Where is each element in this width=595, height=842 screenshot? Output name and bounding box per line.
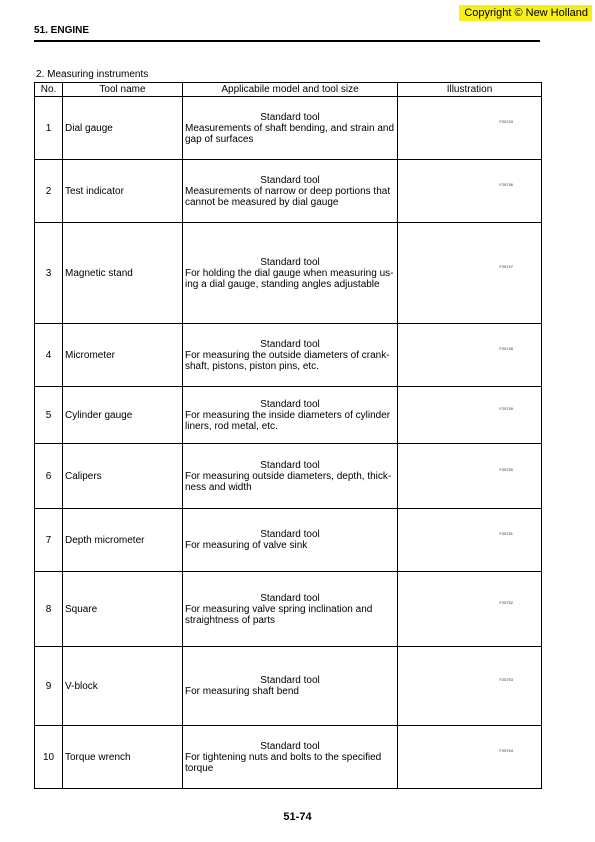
tool-name: Micrometer bbox=[63, 324, 183, 387]
header-tool-name: Tool name bbox=[63, 83, 183, 97]
illustration-cell bbox=[398, 160, 542, 223]
tool-application bbox=[183, 726, 398, 789]
table-row bbox=[35, 572, 542, 647]
tool-name: Cylinder gauge bbox=[63, 387, 183, 444]
illustration-cell bbox=[398, 97, 542, 160]
row-number: 8 bbox=[35, 572, 63, 647]
table-row bbox=[35, 97, 542, 160]
tool-application bbox=[183, 223, 398, 324]
tool-name: Test indicator bbox=[63, 160, 183, 223]
figure-code: F25747 bbox=[499, 264, 513, 269]
row-number: 1 bbox=[35, 97, 63, 160]
row-number: 5 bbox=[35, 387, 63, 444]
standard-label: Standard tool bbox=[260, 740, 320, 752]
standard-label: Standard tool bbox=[260, 111, 320, 123]
row-number: 7 bbox=[35, 509, 63, 572]
tool-application bbox=[183, 572, 398, 647]
standard-label: Standard tool bbox=[260, 459, 320, 471]
figure-code: F25753 bbox=[499, 677, 513, 682]
figure-code: F25752 bbox=[499, 600, 513, 605]
copyright-badge: Copyright © New Holland bbox=[459, 5, 592, 21]
tool-application bbox=[183, 387, 398, 444]
chapter-title: 51. ENGINE bbox=[34, 25, 90, 36]
standard-label: Standard tool bbox=[260, 675, 320, 686]
tool-application bbox=[183, 97, 398, 160]
tool-description: For measuring the outside diameters of crank-shaft, pistons, piston pins, etc. bbox=[185, 349, 390, 372]
row-number: 2 bbox=[35, 160, 63, 223]
figure-code: F25751 bbox=[499, 531, 513, 536]
row-number: 3 bbox=[35, 223, 63, 324]
tool-name: Square bbox=[63, 572, 183, 647]
tool-description: For tightening nuts and bolts to the specified torque bbox=[185, 751, 382, 774]
tool-application bbox=[183, 160, 398, 223]
figure-code: F25746 bbox=[499, 182, 513, 187]
tool-description: For measuring outside diameters, depth, thick-ness and width bbox=[185, 470, 392, 493]
tool-application bbox=[183, 647, 398, 726]
tool-name: Calipers bbox=[63, 444, 183, 509]
row-number: 4 bbox=[35, 324, 63, 387]
figure-code: F25743 bbox=[499, 119, 513, 124]
tool-description: For measuring of valve sink bbox=[185, 540, 308, 551]
illustration-cell bbox=[398, 223, 542, 324]
tool-description: Measurements of narrow or deep portions that cannot be measured by dial gauge bbox=[185, 185, 391, 208]
figure-code: F25749 bbox=[499, 406, 513, 411]
standard-label: Standard tool bbox=[260, 174, 320, 186]
header-divider bbox=[34, 40, 540, 42]
illustration-cell bbox=[398, 647, 542, 726]
section-title: 2. Measuring instruments bbox=[36, 69, 149, 80]
header-illustration: Illustration bbox=[398, 83, 542, 97]
standard-label: Standard tool bbox=[260, 592, 320, 604]
tool-application bbox=[183, 324, 398, 387]
table-row bbox=[35, 509, 542, 572]
tool-application bbox=[183, 444, 398, 509]
tool-name: Depth micrometer bbox=[63, 509, 183, 572]
figure-code: F25748 bbox=[499, 346, 513, 351]
page-number: 51-74 bbox=[283, 811, 312, 823]
header-no: No. bbox=[35, 83, 63, 97]
row-number: 6 bbox=[35, 444, 63, 509]
tool-description: For measuring valve spring inclination and straightness of parts bbox=[185, 603, 373, 626]
tool-description: For measuring the inside diameters of cylinder liners, rod metal, etc. bbox=[185, 409, 391, 432]
illustration-cell bbox=[398, 509, 542, 572]
table-row bbox=[35, 647, 542, 726]
illustration-cell bbox=[398, 444, 542, 509]
table-row bbox=[35, 324, 542, 387]
illustration-cell bbox=[398, 387, 542, 444]
tool-application bbox=[183, 509, 398, 572]
tool-name: Torque wrench bbox=[63, 726, 183, 789]
standard-label: Standard tool bbox=[260, 398, 320, 410]
row-number: 9 bbox=[35, 647, 63, 726]
illustration-cell bbox=[398, 572, 542, 647]
table-row bbox=[35, 444, 542, 509]
figure-code: F25750 bbox=[499, 467, 513, 472]
table-row bbox=[35, 160, 542, 223]
table-header-row bbox=[35, 83, 542, 97]
tool-name: Magnetic stand bbox=[63, 223, 183, 324]
figure-code: F25754 bbox=[499, 748, 513, 753]
measuring-instruments-table bbox=[34, 82, 542, 789]
standard-label: Standard tool bbox=[260, 338, 320, 350]
tool-description: For measuring shaft bend bbox=[185, 686, 299, 697]
row-number: 10 bbox=[35, 726, 63, 789]
illustration-cell bbox=[398, 324, 542, 387]
header-applicable-model: Applicabile model and tool size bbox=[183, 83, 398, 97]
tool-name: Dial gauge bbox=[63, 97, 183, 160]
tool-name: V-block bbox=[63, 647, 183, 726]
table-row bbox=[35, 223, 542, 324]
tool-description: Measurements of shaft bending, and strain and gap of surfaces bbox=[185, 122, 395, 145]
table-row bbox=[35, 387, 542, 444]
illustration-cell bbox=[398, 726, 542, 789]
tool-description: For holding the dial gauge when measuring us-ing a dial gauge, standing angles adjustable bbox=[185, 267, 394, 290]
standard-label: Standard tool bbox=[260, 256, 320, 268]
table-row bbox=[35, 726, 542, 789]
standard-label: Standard tool bbox=[260, 529, 320, 540]
